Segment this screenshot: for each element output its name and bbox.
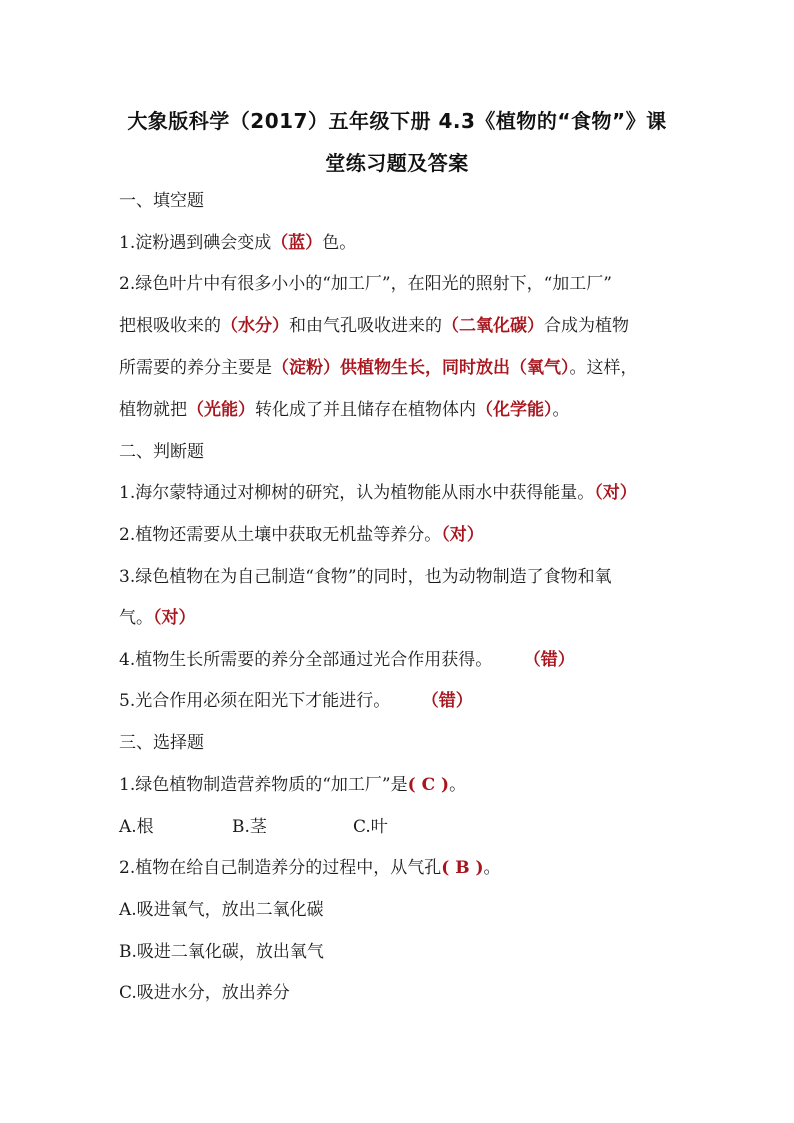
document-title-line-1: 大象版科学（2017）五年级下册 4.3《植物的“食物”》课 [127, 109, 667, 133]
answer-text: （光能） [187, 400, 255, 420]
fill-question-2-line-1: 2.绿色叶片中有很多小小的“加工厂”，在阳光的照射下，“加工厂” [119, 274, 612, 294]
question-text: 把根吸收来的 [119, 316, 221, 336]
fill-question-2-line-4 [119, 399, 570, 421]
answer-text: （错） [532, 650, 575, 670]
section-heading-fill: 一、填空题 [119, 191, 204, 211]
judge-question-2 [119, 524, 484, 546]
question-text: 转化成了并且储存在植物体内 [255, 400, 476, 420]
answer-text: ( B ) [441, 858, 484, 878]
answer-text: （二氧化碳） [442, 316, 544, 336]
question-text: 。 [449, 775, 467, 795]
question-text: 1.海尔蒙特通过对柳树的研究，认为植物能从雨水中获得能量。 [119, 483, 595, 503]
answer-text: （对） [441, 525, 484, 545]
answer-text: ( C ) [407, 775, 450, 795]
answer-text: （水分） [221, 316, 289, 336]
fill-question-2-line-2 [119, 315, 629, 337]
question-text: 气。 [119, 608, 153, 628]
question-text: 色。 [322, 233, 357, 253]
answer-text: （淀粉）供植物生长，同时放出（氧气） [272, 358, 570, 378]
document-title-line-2: 堂练习题及答案 [325, 151, 469, 175]
answer-text: （对） [594, 483, 637, 503]
question-text: 所需要的养分主要是 [119, 358, 272, 378]
question-text: 和由气孔吸收进来的 [289, 316, 442, 336]
question-text: 。这样， [569, 358, 638, 378]
judge-question-1 [119, 482, 637, 504]
fill-question-2-line-3 [119, 357, 638, 379]
question-text: 。 [552, 400, 570, 420]
option-b: B.茎 [232, 817, 267, 837]
judge-question-4 [119, 649, 575, 671]
judge-question-3-line-2 [119, 607, 196, 629]
option-c: C.叶 [353, 817, 388, 837]
question-text: 1.绿色植物制造营养物质的“加工厂”是 [119, 775, 408, 795]
question-text: 。 [483, 858, 501, 878]
question-text: 2.植物还需要从土壤中获取无机盐等养分。 [119, 525, 442, 545]
question-text: 5.光合作用必须在阳光下才能进行。 [119, 691, 391, 711]
choice-question-2-option-c: C.吸进水分，放出养分 [119, 983, 290, 1003]
answer-text: （蓝） [271, 233, 323, 253]
question-text: 2.植物在给自己制造养分的过程中，从气孔 [119, 858, 442, 878]
section-heading-choice: 三、选择题 [119, 733, 204, 753]
choice-question-1-options [119, 816, 388, 838]
fill-question-1 [119, 232, 356, 254]
answer-text: （化学能） [476, 400, 553, 420]
option-a: A.根 [119, 817, 154, 837]
choice-question-1 [119, 774, 466, 796]
question-text: 植物就把 [119, 400, 187, 420]
choice-question-2 [119, 857, 501, 879]
choice-question-2-option-b: B.吸进二氧化碳，放出氧气 [119, 942, 324, 962]
answer-text: （错） [430, 691, 473, 711]
question-text: 1.淀粉遇到碘会变成 [119, 233, 272, 253]
question-text: 合成为植物 [544, 316, 629, 336]
section-heading-judge: 二、判断题 [119, 442, 204, 462]
judge-question-3-line-1: 3.绿色植物在为自己制造“食物”的同时，也为动物制造了食物和氧 [119, 567, 612, 587]
judge-question-5 [119, 690, 473, 712]
question-text: 4.植物生长所需要的养分全部通过光合作用获得。 [119, 650, 493, 670]
choice-question-2-option-a: A.吸进氧气，放出二氧化碳 [119, 900, 324, 920]
answer-text: （对） [153, 608, 196, 628]
